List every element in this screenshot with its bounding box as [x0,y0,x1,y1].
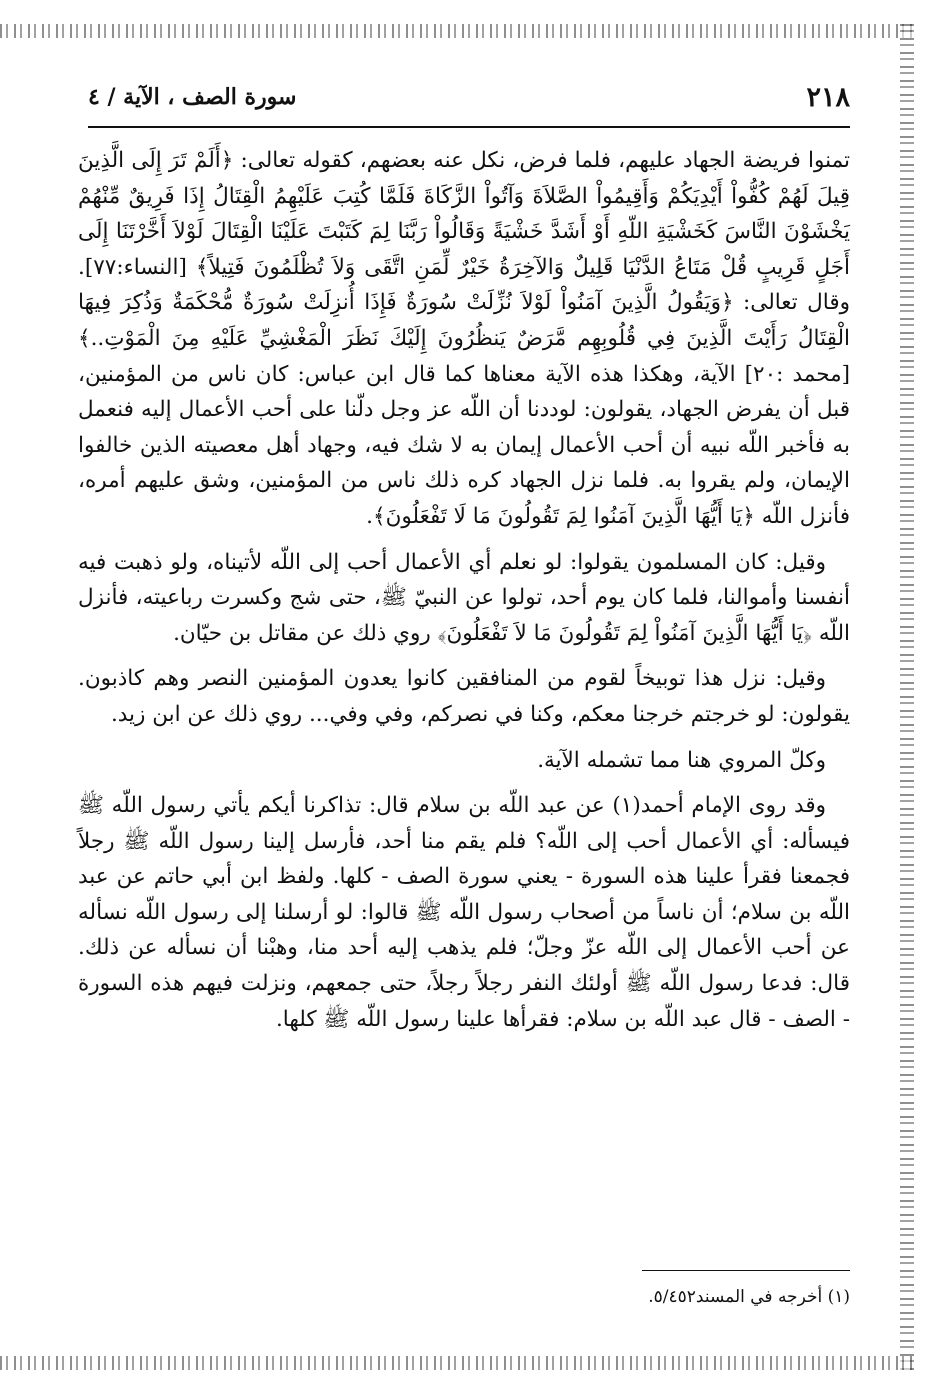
paragraph: وقيل: كان المسلمون يقولوا: لو نعلم أي الأعمال أحب إلى اللّه لأتيناه، ولو ذهبت فيه أنفسنا وأموالنا، فلما كان يوم أحد، تولوا عن النبيّ ﷺ، حتى شج وكسرت رباعيته، فأنزل اللّه ﴿يَا أَيُّهَا الَّذِينَ آمَنُواْ لِمَ تَقُولُونَ مَا لاَ تَفْعَلُونَ﴾ روي ذلك عن مقاتل بن حيّان. [78,549,850,646]
paragraph: تمنوا فريضة الجهاد عليهم، فلما فرض، نكل عنه بعضهم، كقوله تعالى: ﴿أَلَمْ تَرَ إِلَى الَّذِينَ قِيلَ لَهُمْ كُفُّواْ أَيْدِيَكُمْ وَأَقِيمُواْ الصَّلاَةَ وَآتُواْ الزَّكَاةَ فَلَمَّا كُتِبَ عَلَيْهِمُ الْقِتَالُ إِذَا فَرِيقٌ مِّنْهُمْ يَخْشَوْنَ النَّاسَ كَخَشْيَةِ اللّهِ أَوْ أَشَدَّ خَشْيَةً وَقَالُواْ رَبَّنَا لِمَ كَتَبْتَ عَلَيْنَا الْقِتَالَ لَوْلاَ أَخَّرْتَنَا إِلَى أَجَلٍ قَرِيبٍ قُلْ مَتَاعُ الدَّنْيَا قَلِيلٌ وَالآخِرَةُ خَيْرٌ لِّمَنِ اتَّقَى وَلاَ تُظْلَمُونَ فَتِيلاً﴾ [النساء:٧٧]. وقال تعالى: ﴿وَيَقُولُ الَّذِينَ آمَنُواْ لَوْلاَ نُزِّلَتْ سُورَةٌ فَإِذَا أُنزِلَتْ سُورَةٌ مُّحْكَمَةٌ وَذُكِرَ فِيهَا الْقِتَالُ رَأَيْتَ الَّذِينَ فِي قُلُوبِهِم مَّرَضٌ يَنظُرُونَ إِلَيْكَ نَظَرَ الْمَغْشِيِّ عَلَيْهِ مِنَ الْمَوْتِ..﴾ [محمد :٢٠] الآية، وهكذا هذه الآية معناها كما قال ابن عباس: كان ناس من المؤمنين، قبل أن يفرض الجهاد، يقولون: لوددنا أن اللّه عز وجل دلّنا على أحب الأعمال إليه فنعمل به فأخبر اللّه نبيه أن أحب الأعمال إيمان به لا شك فيه، وجهاد أهل معصيته الذين خالفوا الإيمان، ولم يقروا به. فلما نزل الجهاد كره ذلك ناس من المؤمنين، وشق عليهم أمره، فأنزل اللّه ﴿يَا أَيُّهَا الَّذِينَ آمَنُوا لِمَ تَقُولُونَ مَا لَا تَفْعَلُونَ﴾. [78,148,850,529]
decorative-border-bottom [0,1356,912,1370]
decorative-border-top [0,24,912,38]
page-header [88,82,850,128]
main-text [78,143,850,1037]
paragraph: وكلّ المروي هنا مما تشمله الآية. [537,747,826,773]
decorative-border-right [900,24,914,1370]
paragraph: وقيل: نزل هذا توبيخاً لقوم من المنافقين كانوا يعدون المؤمنين النصر وهم كاذبون. يقولون: لو خرجتم خرجنا معكم، وكنا في نصركم، وفي وفي... روي ذلك عن ابن زيد. [78,666,850,727]
page-number: ٢١٨ [806,82,850,113]
running-title: سورة الصف ، الآية / ٤ [88,84,297,110]
footnote: (١) أخرجه في المسند٥/٤٥٢. [648,1287,850,1307]
footnote-separator [642,1270,850,1271]
paragraph: وقد روى الإمام أحمد(١) عن عبد اللّه بن سلام قال: تذاكرنا أيكم يأتي رسول اللّه ﷺ فيسأله: أي الأعمال أحب إلى اللّه؟ فلم يقم منا أحد، فأرسل إلينا رسول اللّه ﷺ رجلاً فجمعنا فقرأ علينا هذه السورة - يعني سورة الصف - كلها. ولفظ ابن أبي حاتم عن عبد اللّه بن سلام؛ أن ناساً من أصحاب رسول اللّه ﷺ قالوا: لو أرسلنا إلى رسول اللّه نسأله عن أحب الأعمال إلى اللّه عزّ وجلّ؛ فلم يذهب إليه أحد منا، وهبْنا أن نسأله عن ذلك. قال: فدعا رسول اللّه ﷺ أولئك النفر رجلاً رجلاً، حتى جمعهم، ونزلت فيهم هذه السورة - الصف - قال عبد اللّه بن سلام: فقرأها علينا رسول اللّه ﷺ كلها. [78,793,850,1032]
